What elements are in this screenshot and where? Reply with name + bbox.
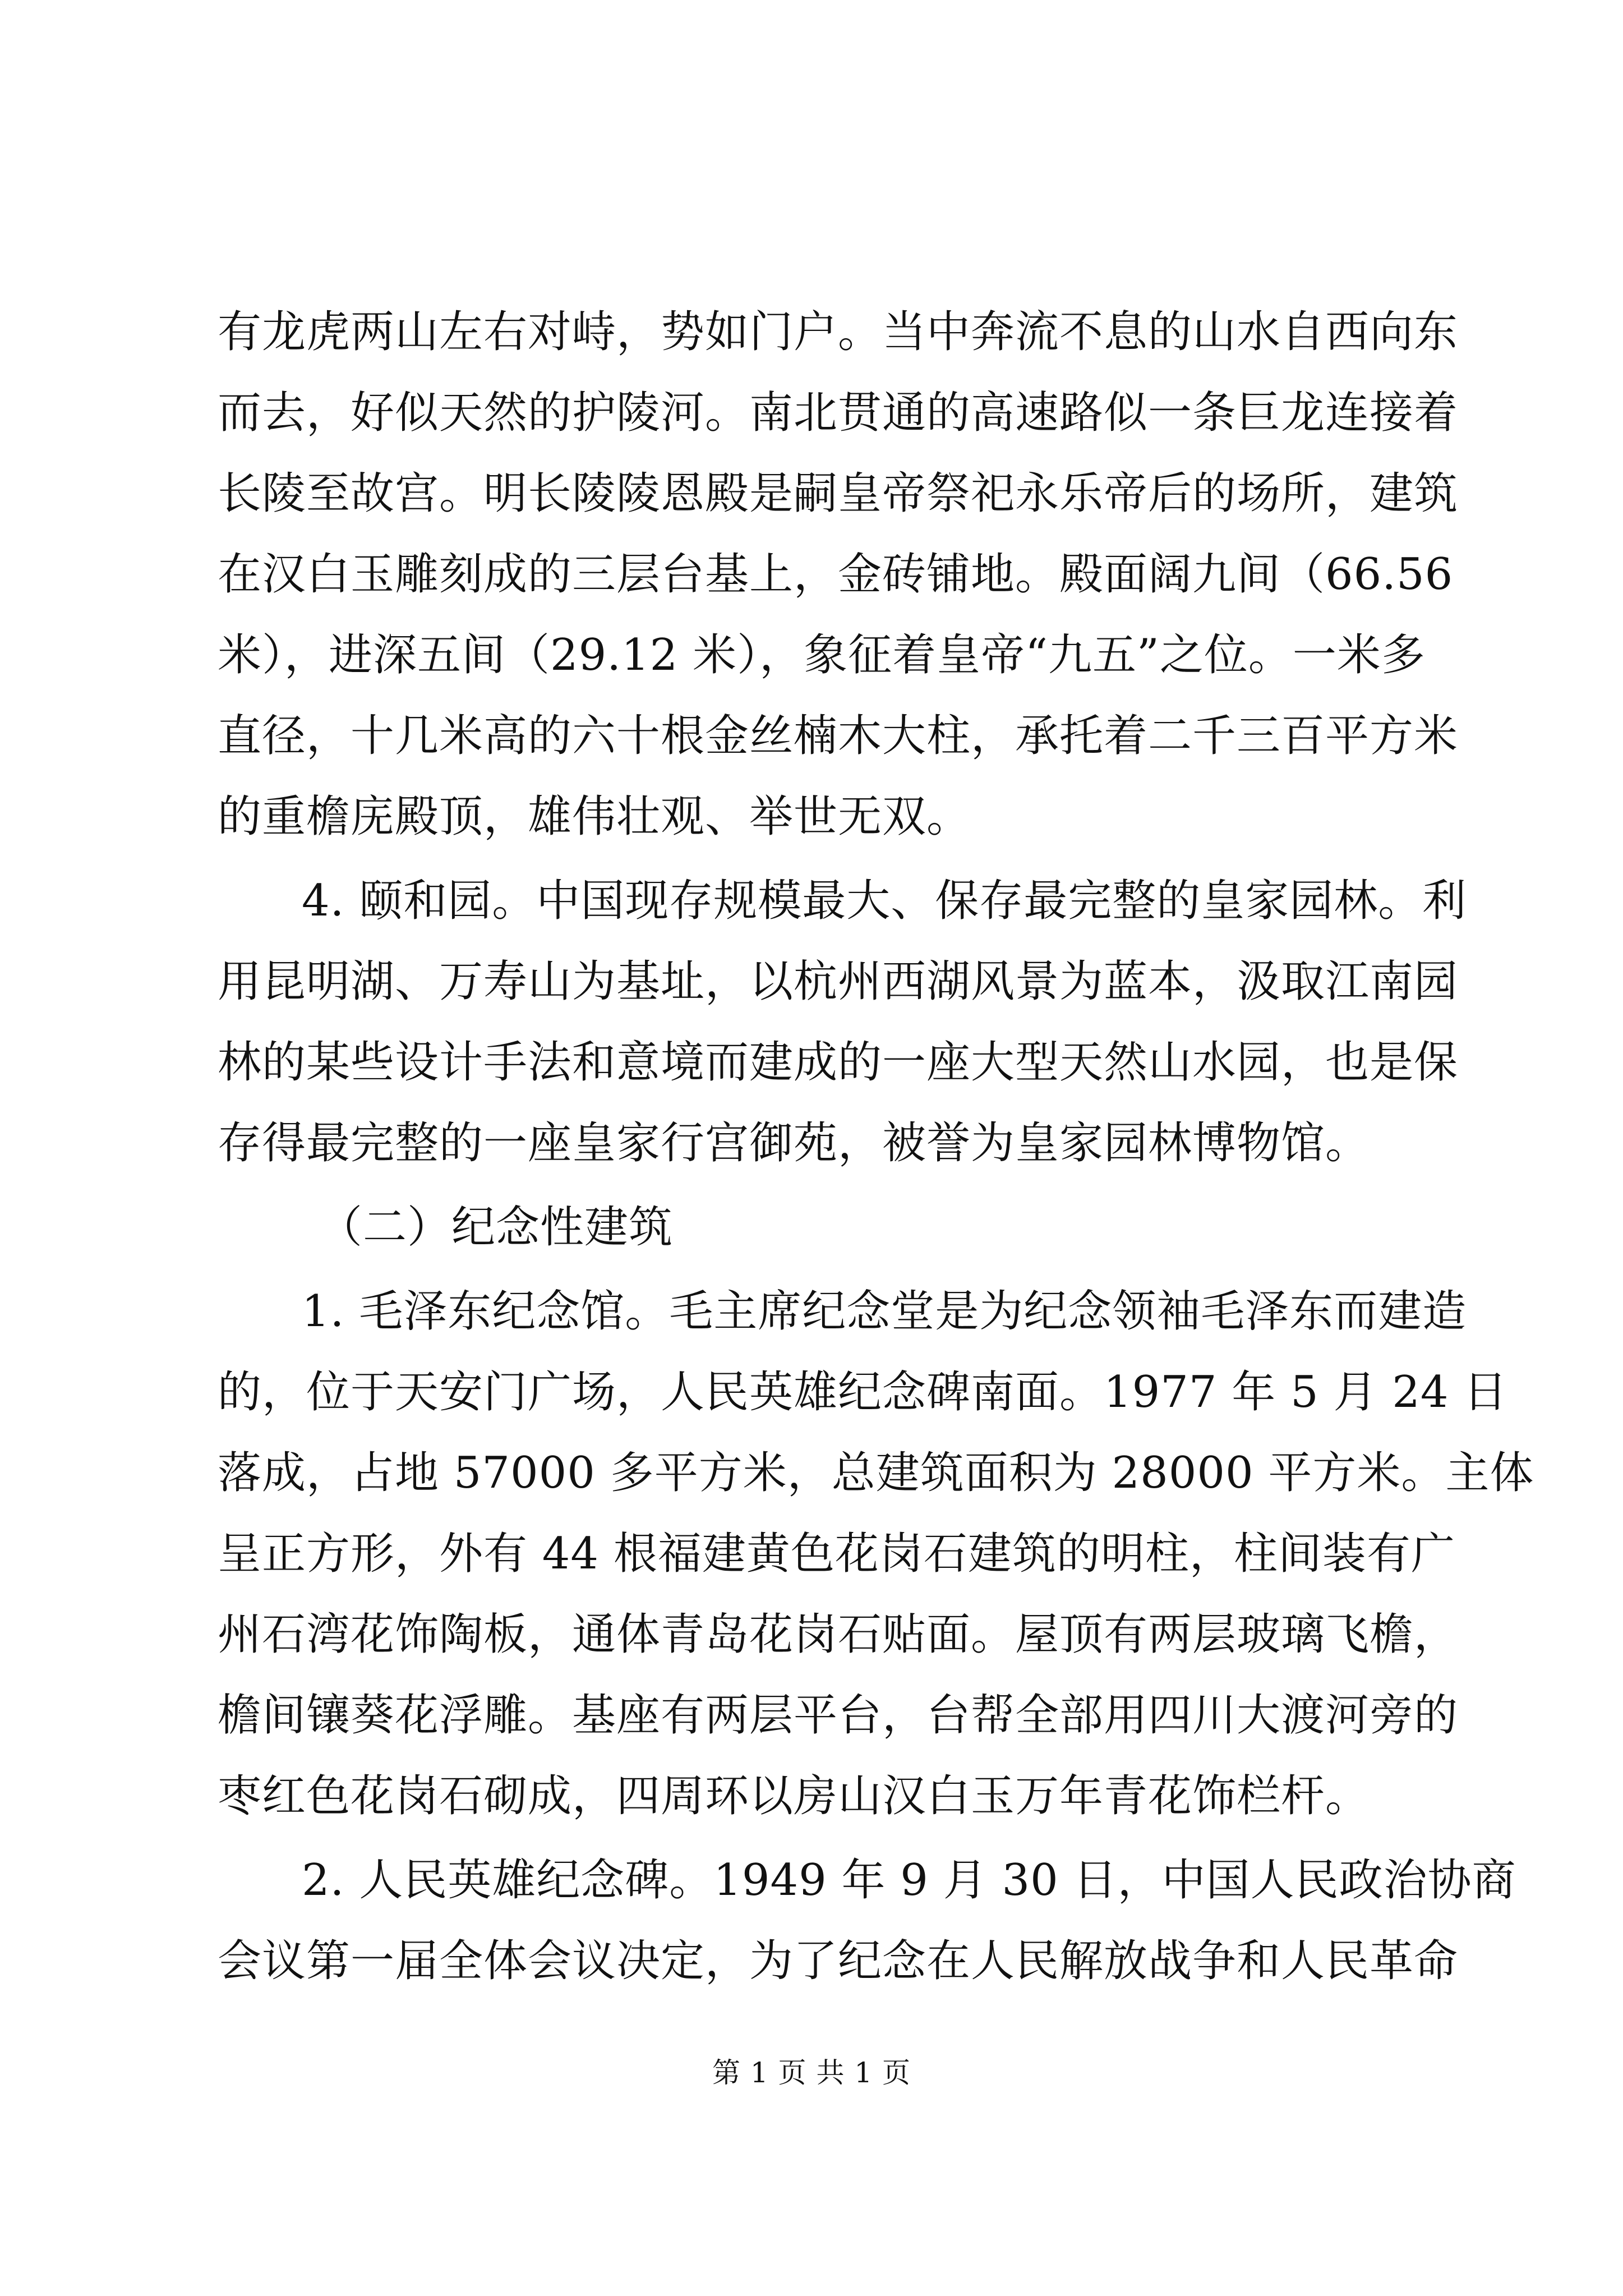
- text-line: 州石湾花饰陶板，通体青岛花岗石贴面。屋顶有两层玻璃飞檐，: [218, 1609, 1459, 1660]
- text-line: 在汉白玉雕刻成的三层台基上，金砖铺地。殿面阔九间（66.56: [218, 549, 1454, 600]
- document-body: [218, 292, 1534, 2001]
- text-line: 林的某些设计手法和意境而建成的一座大型天然山水园，也是保: [218, 1037, 1459, 1088]
- text-line: 直径，十几米高的六十根金丝楠木大柱，承托着二千三百平方米: [218, 711, 1459, 761]
- text-line: 的，位于天安门广场，人民英雄纪念碑南面。1977 年 5 月 24 日: [218, 1367, 1508, 1418]
- page-footer: 第 1 页 共 1 页: [712, 2056, 911, 2089]
- text-line: 枣红色花岗石砌成，四周环以房山汉白玉万年青花饰栏杆。: [218, 1771, 1370, 1821]
- paragraph-heading-line: 4. 颐和园。中国现存规模最大、保存最完整的皇家园林。利: [302, 876, 1467, 926]
- text-line: 落成，占地 57000 多平方米，总建筑面积为 28000 平方米。主体: [218, 1448, 1534, 1498]
- text-line: 呈正方形，外有 44 根福建黄色花岗石建筑的明柱，柱间装有广: [218, 1529, 1455, 1579]
- text-line: 的重檐庑殿顶，雄伟壮观、举世无双。: [218, 792, 971, 842]
- text-line: 用昆明湖、万寿山为基址，以杭州西湖风景为蓝本，汲取江南园: [218, 956, 1459, 1007]
- text-line: 存得最完整的一座皇家行宫御苑，被誉为皇家园林博物馆。: [218, 1118, 1370, 1168]
- text-line: 而去，好似天然的护陵河。南北贯通的高速路似一条巨龙连接着: [218, 388, 1459, 438]
- text-line: 檐间镶葵花浮雕。基座有两层平台，台帮全部用四川大渡河旁的: [218, 1690, 1459, 1741]
- text-line: 米），进深五间（29.12 米），象征着皇帝“九五”之位。一米多: [218, 630, 1426, 680]
- paragraph-heading-line: 2. 人民英雄纪念碑。1949 年 9 月 30 日，中国人民政治协商: [302, 1855, 1516, 1906]
- text-line: 有龙虎两山左右对峙，势如门户。当中奔流不息的山水自西向东: [218, 307, 1459, 357]
- section-heading: （二）纪念性建筑: [319, 1202, 674, 1253]
- text-line: 会议第一届全体会议决定，为了纪念在人民解放战争和人民革命: [218, 1936, 1459, 1986]
- text-line: 长陵至故宫。明长陵陵恩殿是嗣皇帝祭祀永乐帝后的场所，建筑: [218, 468, 1459, 519]
- paragraph-heading-line: 1. 毛泽东纪念馆。毛主席纪念堂是为纪念领袖毛泽东而建造: [302, 1286, 1467, 1337]
